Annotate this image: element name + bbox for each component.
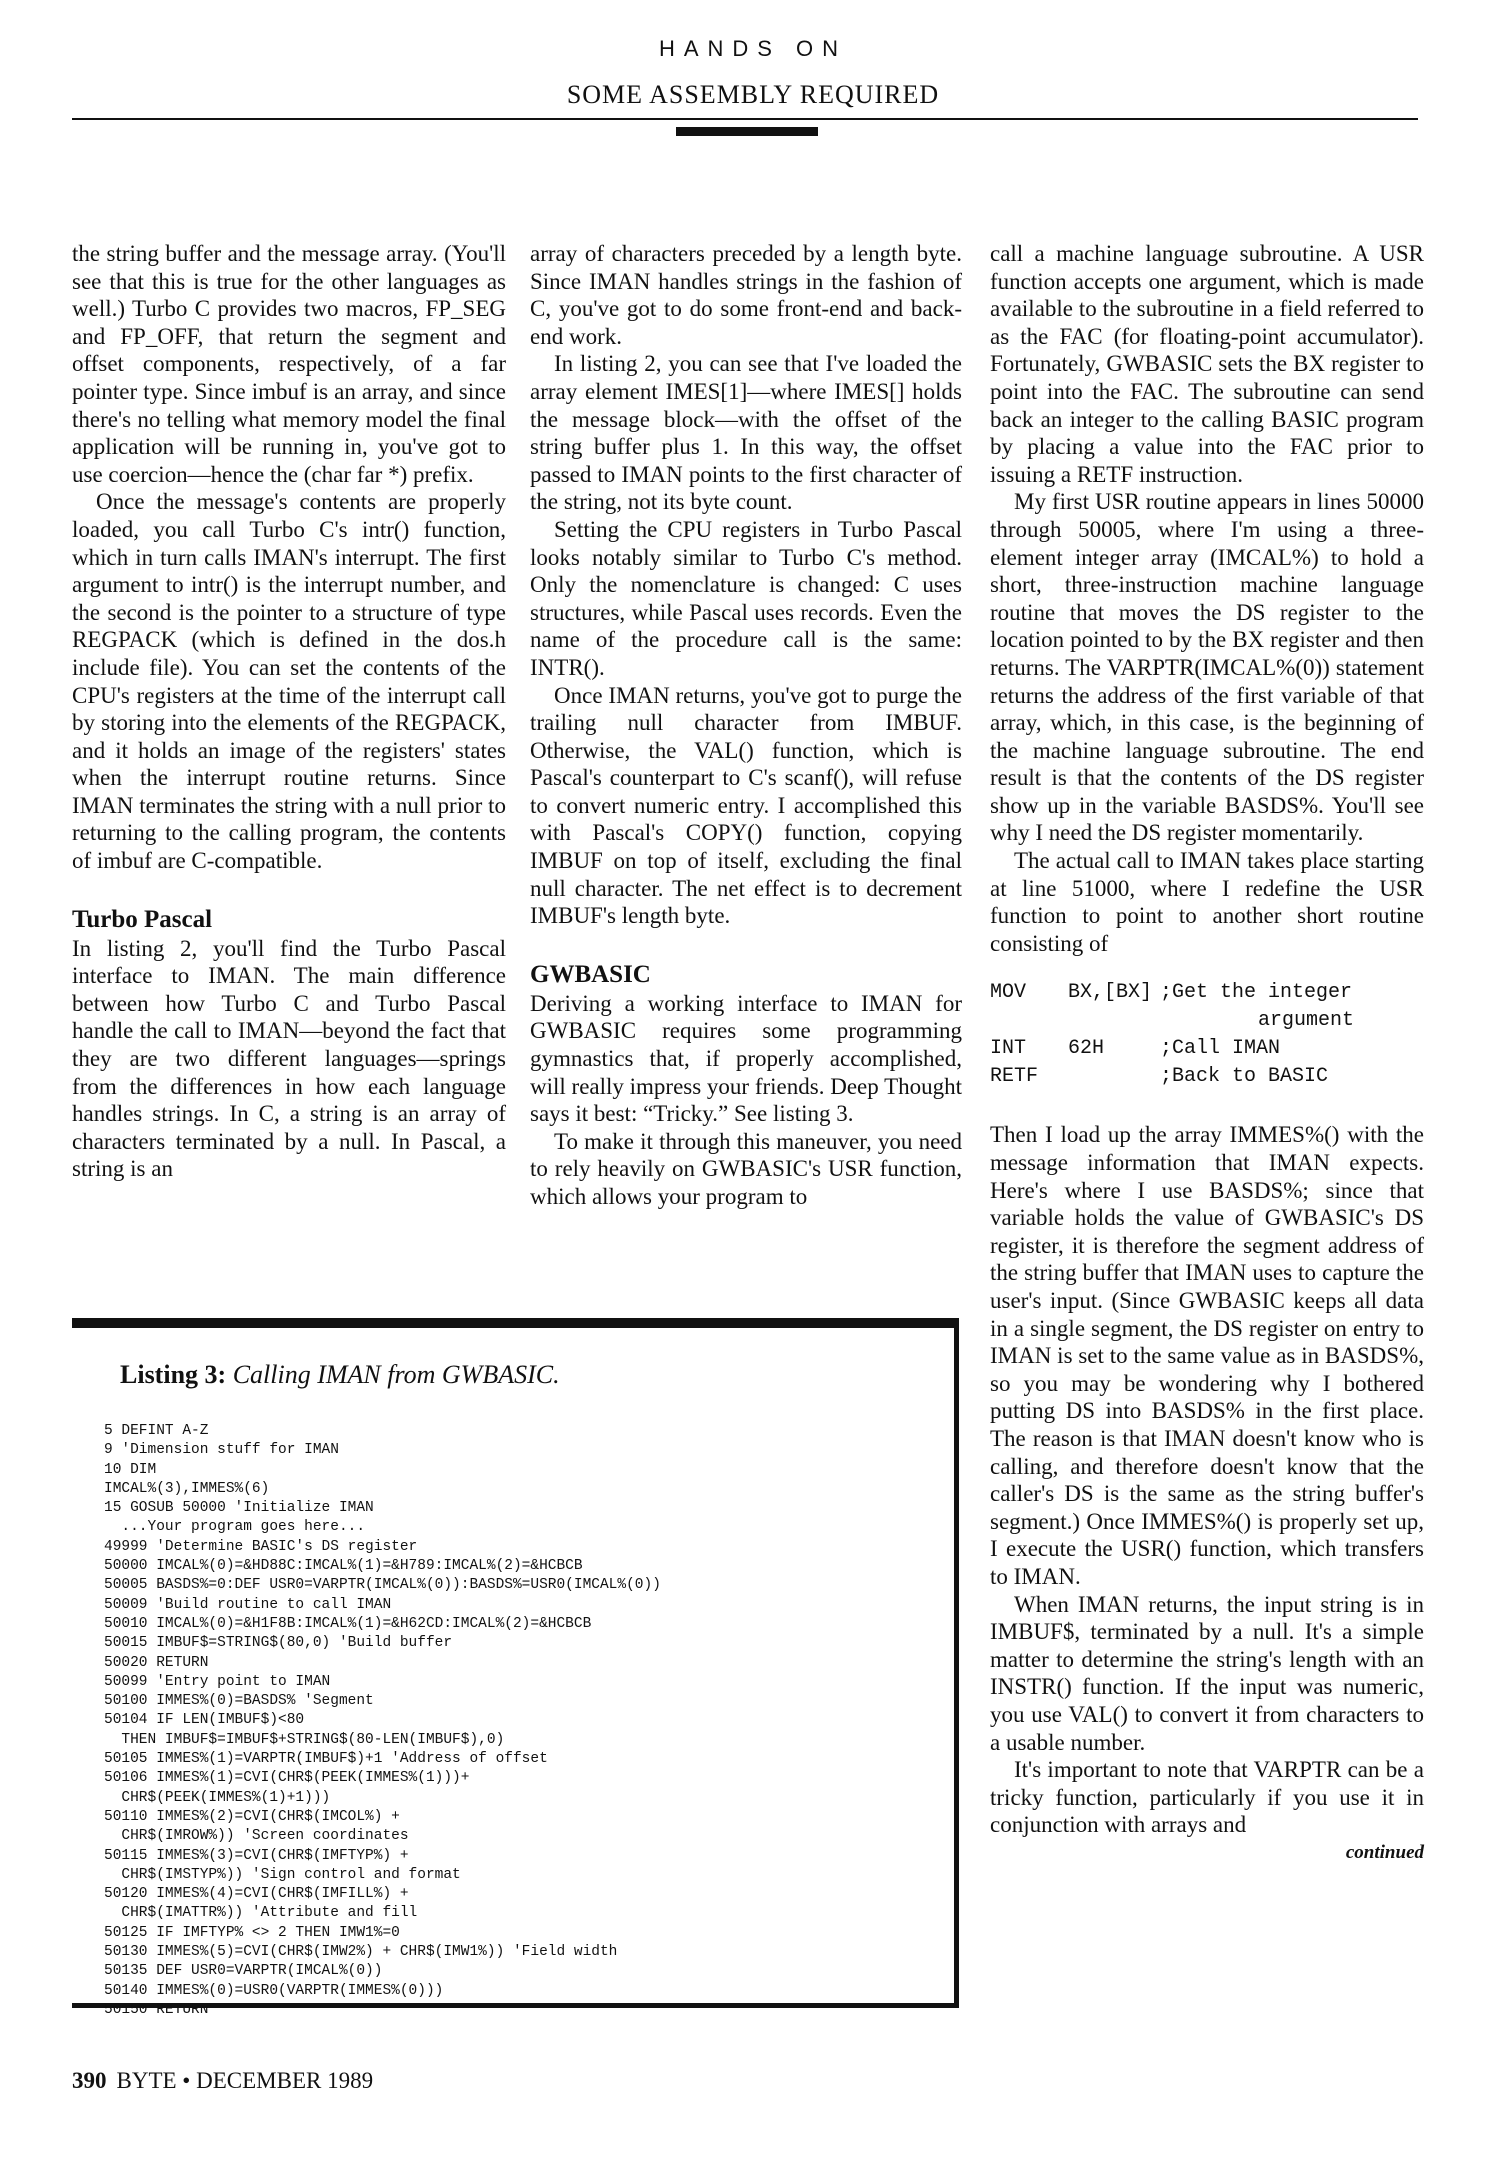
- asm-comment: ;Get the integer: [1160, 981, 1353, 1005]
- page-number: 390: [72, 2068, 107, 2093]
- paragraph: array of characters preceded by a length byte. Since IMAN handles strings in the fashion of C, you've got to do some front-end and back-end work.: [530, 241, 962, 349]
- code-line: 5 DEFINT A-Z: [104, 1423, 209, 1439]
- asm-comment: ;Call IMAN: [1160, 1037, 1281, 1061]
- asm-operand: [1068, 1063, 1160, 1091]
- paragraph: Then I load up the array IMMES%() with the message information that IMAN expects. Here's where I use BASDS%; since that variable holds the value of GWBASIC's DS register, it is therefore the segment address of the string buffer that IMAN uses to capture the user's input. (Since GWBASIC keeps all data in a single segment, the DS register on entry to IMAN is set to the same value as in BASDS%, so you may be wondering why I bothered putting DS into BASDS% in the first place. The reason is that IMAN doesn't know who is calling, and therefore doesn't know that the caller's DS is the same as the string buffer's segment.) Once IMMES%() is properly set up, I execute the USR() function, which transfers to IMAN.: [990, 1122, 1424, 1589]
- column-title: SOME ASSEMBLY REQUIRED: [566, 80, 940, 109]
- asm-opcode: MOV: [990, 981, 1027, 1005]
- code-line: 10 DIM: [104, 1461, 157, 1478]
- listing-caption: Calling IMAN from GWBASIC.: [232, 1360, 560, 1389]
- code-line: 50120 IMMES%(4)=CVI(CHR$(IMFILL%) +: [104, 1886, 409, 1903]
- paragraph: Once the message's contents are properly loaded, you call Turbo C's intr() function, which in turn calls IMAN's interrupt. The first argument to intr() is the interrupt number, and the second is the pointer to a structure of type REGPACK (which is defined in the dos.h include file). You can set the contents of the CPU's registers at the time of the interrupt call by storing into the elements of the REGPACK, and it holds an image of the registers' states when the interrupt routine returns. Since IMAN terminates the string with a null prior to returning to the calling program, the contents of imbuf are C-compatible.: [72, 489, 506, 874]
- subheading-turbo-pascal: Turbo Pascal: [72, 905, 213, 933]
- code-line: 50150 RETURN: [104, 2001, 209, 2018]
- column-3: [990, 240, 1424, 2080]
- paragraph: Once IMAN returns, you've got to purge the trailing null character from IMBUF. Otherwise, the VAL() function, which is Pascal's counterpart to C's scanf(), will refuse to convert numeric entry. I accomplished this with Pascal's COPY() function, copying IMBUF on top of itself, excluding the final null character. The net effect is to decrement IMBUF's length byte.: [530, 682, 962, 929]
- paragraph: the string buffer and the message array. (You'll see that this is true for the other languages as well.) Turbo C provides two macros, FP_SEG and FP_OFF, that return the segment and offset components, respectively, of a far pointer type. Since imbuf is an array, and since there's no telling what memory model the final application will be running in, you've got to use coercion—hence the (char far *) prefix.: [72, 241, 506, 487]
- asm-opcode: RETF: [990, 1065, 1039, 1089]
- paragraph: To make it through this maneuver, you need to rely heavily on GWBASIC's USR function, which allows your program to: [530, 1128, 962, 1209]
- code-line: 50015 IMBUF$=STRING$(80,0) 'Build buffer: [104, 1635, 453, 1652]
- code-line: 50000 IMCAL%(0)=&HD88C:IMCAL%(1)=&H789:IMCAL%(2)=&HCBCB: [104, 1558, 583, 1575]
- code-line: 50105 IMMES%(1)=VARPTR(IMBUF$)+1 'Address of offset: [104, 1751, 548, 1768]
- code-line: 50115 IMMES%(3)=CVI(CHR$(IMFTYP%) +: [104, 1847, 409, 1864]
- code-line: 50130 IMMES%(5)=CVI(CHR$(IMW2%) + CHR$(IMW1%)) 'Field width: [104, 1944, 618, 1961]
- asm-opcode: INT: [990, 1037, 1027, 1061]
- asm-operand: 62H: [1068, 1037, 1105, 1061]
- column-1: [72, 240, 506, 1320]
- code-line: 50005 BASDS%=0:DEF USR0=VARPTR(IMCAL%(0)):BASDS%=USR0(IMCAL%(0)): [104, 1577, 661, 1594]
- paragraph: My first USR routine appears in lines 50000 through 50005, where I'm using a three-element integer array (IMCAL%) to hold a short, three-instruction machine language routine that moves the DS register to the location pointed to by the BX register and then returns. The VARPTR(IMCAL%(0)) statement returns the address of the first variable of that array, which, in this case, is the beginning of the machine language subroutine. The end result is that the contents of the DS register show up in the variable BASDS%. You'll see why I need the DS register momentarily.: [990, 489, 1424, 846]
- header-accent-bar: [676, 127, 818, 136]
- paragraph: When IMAN returns, the input string is in IMBUF$, terminated by a null. It's a simple matter to determine the string's length with an INSTR() function. If the input was numeric, you use VAL() to convert it from characters to a usable number.: [990, 1591, 1424, 1755]
- code-line: 15 GOSUB 50000 'Initialize IMAN: [104, 1500, 374, 1517]
- code-line: 50099 'Entry point to IMAN: [104, 1673, 331, 1690]
- paragraph: In listing 2, you'll find the Turbo Pascal interface to IMAN. The main difference between how Turbo C and Turbo Pascal handle the call to IMAN—beyond the fact that they are two different languages—springs from the differences in how each language handles strings. In C, a string is an array of characters terminated by a null. In Pascal, a string is an: [72, 935, 506, 1182]
- code-line: 9 'Dimension stuff for IMAN: [104, 1442, 339, 1459]
- code-line: CHR$(IMROW%)) 'Screen coordinates: [104, 1828, 409, 1845]
- publication-line: BYTE • DECEMBER 1989: [116, 2068, 374, 2093]
- code-line: 50135 DEF USR0=VARPTR(IMCAL%(0)): [104, 1963, 383, 1980]
- code-line: 50020 RETURN: [104, 1654, 209, 1671]
- listing-label: Listing 3:: [120, 1360, 227, 1389]
- section-kicker: HANDS ON: [658, 36, 848, 61]
- asm-line: [990, 1035, 1424, 1063]
- listing-box: [72, 1318, 959, 2018]
- asm-line: [990, 1063, 1424, 1091]
- continued-label: continued: [1345, 1841, 1424, 1863]
- code-line: 50009 'Build routine to call IMAN: [104, 1596, 392, 1613]
- listing-title: [120, 1360, 560, 1390]
- code-line: CHR$(PEEK(IMMES%(1)+1))): [104, 1789, 331, 1806]
- subheading-gwbasic: GWBASIC: [530, 960, 651, 988]
- header-rule: [72, 118, 1418, 120]
- column-2: [530, 240, 962, 1320]
- paragraph: The actual call to IMAN takes place starting at line 51000, where I redefine the USR function to point to another short routine consisting of: [990, 848, 1424, 956]
- paragraph: Setting the CPU registers in Turbo Pascal looks notably similar to Turbo C's method. Only the nomenclature is changed: C uses structures, while Pascal uses records. Even the name of the procedure call is the same: INTR().: [530, 516, 962, 680]
- asm-comment-continuation: argument: [1258, 1009, 1355, 1033]
- code-line: 50010 IMCAL%(0)=&H1F8B:IMCAL%(1)=&H62CD:IMCAL%(2)=&HCBCB: [104, 1615, 592, 1632]
- code-line: 50125 IF IMFTYP% <> 2 THEN IMW1%=0: [104, 1924, 400, 1941]
- asm-operand: BX,[BX]: [1068, 981, 1153, 1005]
- code-line: THEN IMBUF$=IMBUF$+STRING$(80-LEN(IMBUF$),0): [104, 1731, 505, 1748]
- paragraph: It's important to note that VARPTR can be a tricky function, particularly if you use it in conjunction with arrays and: [990, 1757, 1424, 1838]
- code-line: IMCAL%(3),IMMES%(6): [104, 1480, 270, 1497]
- listing-code: [104, 1422, 944, 2020]
- code-line: 50110 IMMES%(2)=CVI(CHR$(IMCOL%) +: [104, 1808, 400, 1825]
- assembly-snippet: [990, 979, 1424, 1091]
- paragraph: Deriving a working interface to IMAN for GWBASIC requires some programming gymnastics that, if properly accomplished, will really impress your friends. Deep Thought says it best: “Tricky.” See listing 3.: [530, 990, 963, 1127]
- code-line: CHR$(IMSTYP%)) 'Sign control and format: [104, 1866, 461, 1883]
- code-line: CHR$(IMATTR%)) 'Attribute and fill: [104, 1905, 418, 1922]
- code-line: 50140 IMMES%(0)=USR0(VARPTR(IMMES%(0))): [104, 1982, 444, 1999]
- code-line: 50104 IF LEN(IMBUF$)<80: [104, 1712, 305, 1729]
- code-line: 50106 IMMES%(1)=CVI(CHR$(PEEK(IMMES%(1)))+: [104, 1770, 470, 1787]
- code-line: 50100 IMMES%(0)=BASDS% 'Segment: [104, 1693, 374, 1710]
- asm-line: [990, 979, 1424, 1007]
- code-line: 49999 'Determine BASIC's DS register: [104, 1538, 418, 1555]
- paragraph: call a machine language subroutine. A USR function accepts one argument, which is made available to the subroutine in a field referred to as the FAC (for floating-point accumulator). Fortunately, GWBASIC sets the BX register to point into the FAC. The subroutine can send back an integer to the calling BASIC program by placing a value into the FAC prior to issuing a RETF instruction.: [990, 241, 1424, 487]
- paragraph: In listing 2, you can see that I've loaded the array element IMES[1]—where IMES[] holds the message block—with the offset of the string buffer plus 1. In this way, the offset passed to IMAN points to the first character of the string, not its byte count.: [530, 351, 962, 515]
- asm-comment: ;Back to BASIC: [1160, 1065, 1329, 1089]
- code-line: ...Your program goes here...: [104, 1519, 366, 1536]
- page-footer: [72, 2068, 373, 2094]
